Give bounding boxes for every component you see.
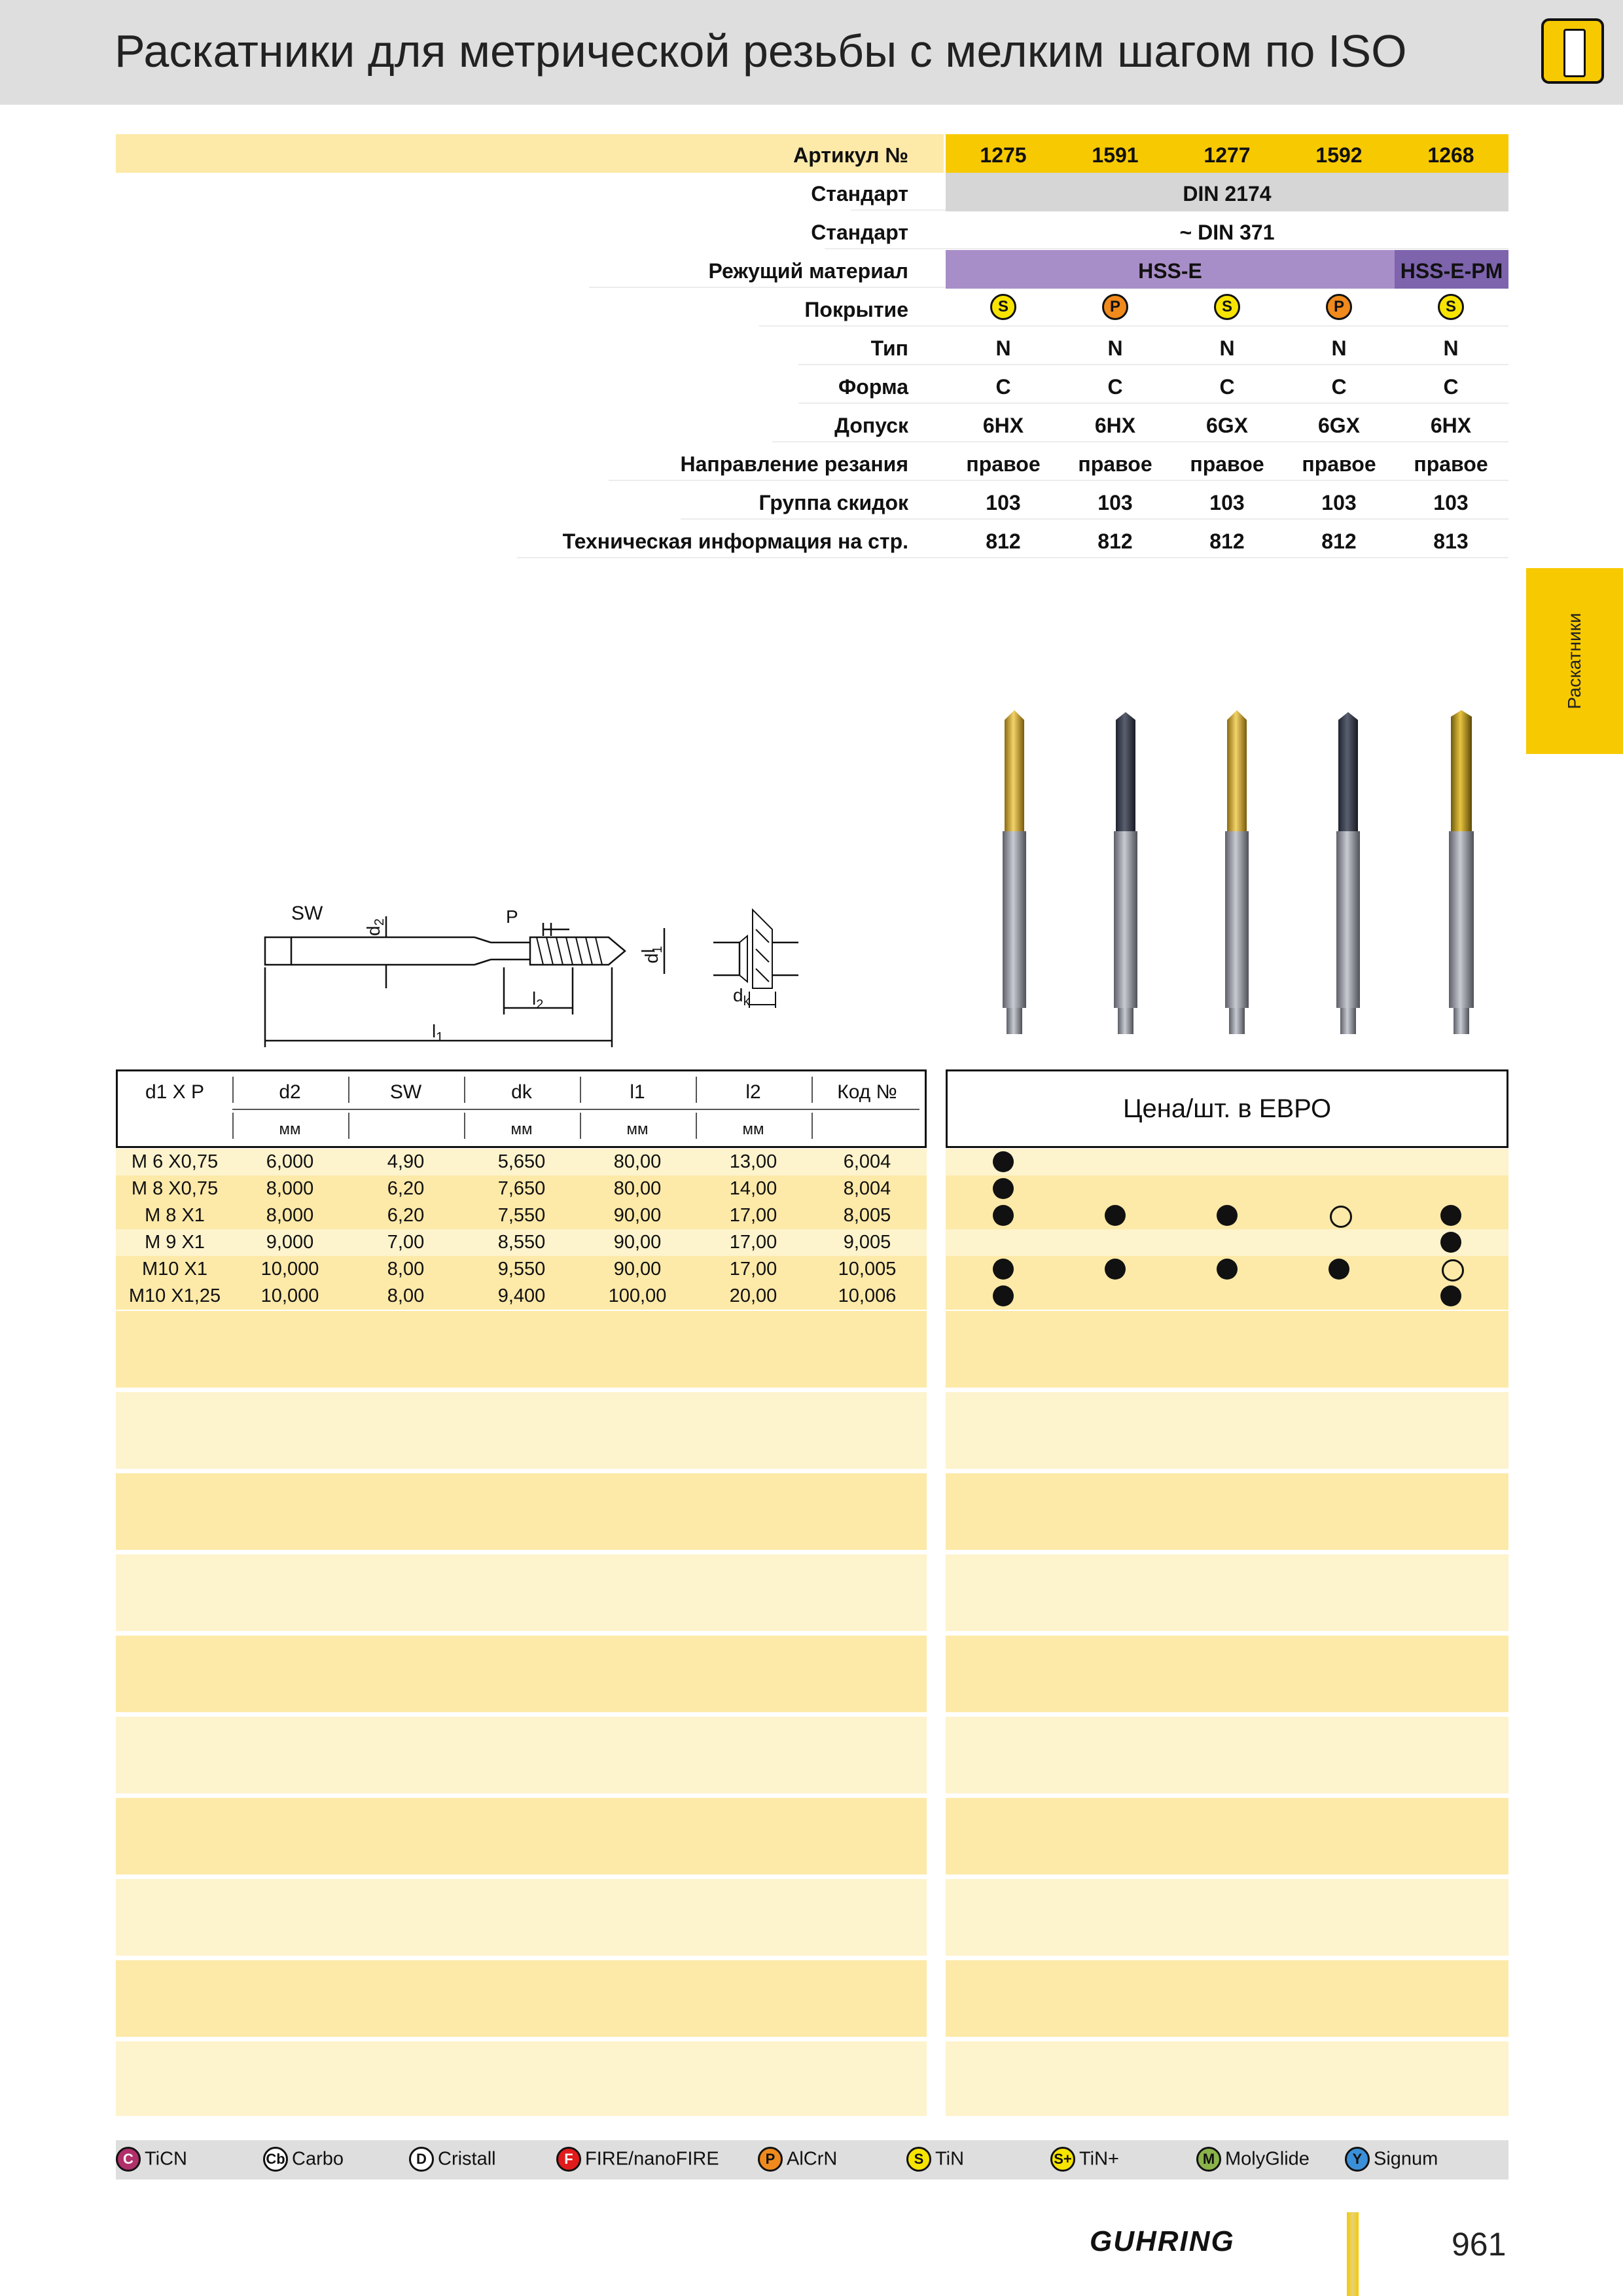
spec-row-line xyxy=(798,364,1508,365)
legend-label: Signum xyxy=(1374,2148,1438,2170)
spec-value: 103 xyxy=(1321,491,1357,514)
table-cell: 8,005 xyxy=(843,1205,891,1226)
spec-value: правое xyxy=(1414,452,1488,476)
price-row xyxy=(946,1283,1508,1310)
legend-label: AlCrN xyxy=(787,2148,838,2170)
spec-value: 812 xyxy=(1097,529,1133,553)
spec-label: Режущий материал xyxy=(708,259,908,283)
col-header: dk xyxy=(511,1081,532,1103)
price-band xyxy=(946,1554,1508,1631)
table-cell: 4,90 xyxy=(387,1151,425,1172)
col-header: l1 xyxy=(630,1081,645,1103)
tool-images xyxy=(949,707,1512,1060)
available-dot[interactable] xyxy=(1105,1205,1126,1226)
material-value-hssepm: HSS-E-PM xyxy=(1400,259,1503,283)
table-cell: 14,00 xyxy=(729,1178,777,1199)
col-divider xyxy=(812,1077,813,1103)
price-band xyxy=(946,1473,1508,1550)
spec-row-material-label xyxy=(0,250,1623,289)
coating-badge-s: S xyxy=(990,294,1016,320)
col-unit: мм xyxy=(279,1121,301,1138)
spec-row-line xyxy=(772,441,1508,442)
spec-value: 103 xyxy=(986,491,1021,514)
available-dot[interactable] xyxy=(993,1259,1014,1280)
table-cell: 80,00 xyxy=(613,1151,662,1172)
spec-label: Группа скидок xyxy=(758,491,908,514)
table-cell: 17,00 xyxy=(729,1259,777,1280)
table-cell: 13,00 xyxy=(729,1151,777,1172)
spec-value: C xyxy=(1331,375,1347,399)
available-dot[interactable] xyxy=(993,1178,1014,1199)
col-divider xyxy=(348,1113,349,1139)
spec-value: N xyxy=(1331,336,1347,360)
col-divider xyxy=(696,1113,697,1139)
legend-label: FIRE/nanoFIRE xyxy=(585,2148,719,2170)
price-row xyxy=(946,1229,1508,1256)
spec-row-form-label xyxy=(0,366,1623,404)
table-cell: 8,550 xyxy=(497,1232,546,1253)
spec-row-line xyxy=(825,248,1508,249)
table-band xyxy=(116,1311,927,1388)
legend-item xyxy=(409,2147,496,2174)
table-cell: M10 X1 xyxy=(142,1259,207,1280)
col-divider xyxy=(580,1113,581,1139)
table-cell: 8,000 xyxy=(266,1205,314,1226)
technical-drawing xyxy=(255,890,798,1054)
available-dot[interactable] xyxy=(1217,1205,1238,1226)
section-tab[interactable] xyxy=(1526,568,1623,754)
spec-row-techinfo-label xyxy=(0,520,1623,559)
legend-item xyxy=(1050,2147,1119,2174)
spec-value: N xyxy=(1107,336,1123,360)
spec-value: 103 xyxy=(1097,491,1133,514)
col-divider xyxy=(696,1077,697,1103)
spec-row-line xyxy=(609,480,1508,481)
tool-1268 xyxy=(1449,710,1474,1034)
table-cell: 20,00 xyxy=(729,1285,777,1306)
spec-value: 1277 xyxy=(1204,143,1251,167)
spec-row-coating-label xyxy=(0,289,1623,327)
table-band xyxy=(116,1960,927,2037)
col-divider xyxy=(464,1113,465,1139)
legend-label: MolyGlide xyxy=(1225,2148,1310,2170)
legend-item xyxy=(1196,2147,1310,2174)
col-divider xyxy=(464,1077,465,1103)
table-cell: M 6 X0,75 xyxy=(131,1151,219,1172)
legend-item xyxy=(556,2147,719,2174)
available-dot[interactable] xyxy=(993,1205,1014,1226)
col-divider xyxy=(348,1077,349,1103)
table-cell: 8,004 xyxy=(843,1178,891,1199)
label-l1: $l_1$ xyxy=(432,1021,444,1045)
spec-row-line xyxy=(759,325,1508,327)
available-dot[interactable] xyxy=(1329,1259,1349,1280)
standard-value: ~ DIN 371 xyxy=(1179,221,1275,244)
price-band xyxy=(946,1717,1508,1793)
table-cell: 8,00 xyxy=(387,1285,425,1306)
col-header: d1 X P xyxy=(145,1081,205,1103)
table-band xyxy=(116,1392,927,1469)
spec-row-line xyxy=(517,557,1508,558)
price-band xyxy=(946,1798,1508,1874)
available-dot[interactable] xyxy=(993,1285,1014,1306)
col-header: SW xyxy=(389,1081,422,1103)
table-cell: 90,00 xyxy=(613,1232,662,1253)
spec-value: 1275 xyxy=(980,143,1027,167)
coating-tin+-icon: S+ xyxy=(1050,2147,1075,2172)
spec-label: Тип xyxy=(870,336,908,360)
spec-value: 6HX xyxy=(982,414,1024,437)
col-unit: мм xyxy=(626,1121,649,1138)
price-band xyxy=(946,2041,1508,2116)
page-number: 961 xyxy=(1452,2226,1507,2263)
legend-item xyxy=(116,2147,187,2174)
spec-value: N xyxy=(1443,336,1459,360)
table-band xyxy=(116,1473,927,1550)
price-band xyxy=(946,1636,1508,1712)
price-band xyxy=(946,1960,1508,2037)
spec-row-tolerance-label xyxy=(0,404,1623,443)
label-dk: $d_k$ xyxy=(733,985,750,1009)
table-cell: 10,000 xyxy=(260,1285,319,1306)
table-band xyxy=(116,1879,927,1956)
spec-value: 1591 xyxy=(1092,143,1139,167)
available-dot[interactable] xyxy=(1217,1259,1238,1280)
col-divider xyxy=(232,1077,234,1103)
spec-row-discount-label xyxy=(0,482,1623,520)
spec-value: 6GX xyxy=(1205,414,1249,437)
col-unit: мм xyxy=(510,1121,533,1138)
price-band xyxy=(946,1392,1508,1469)
spec-value: 1268 xyxy=(1427,143,1474,167)
limited-ring[interactable] xyxy=(1330,1206,1352,1228)
limited-ring[interactable] xyxy=(1442,1259,1464,1282)
spec-value: 6HX xyxy=(1094,414,1136,437)
spec-value: 812 xyxy=(1209,529,1245,553)
table-cell: 9,005 xyxy=(843,1232,891,1253)
table-cell: 7,00 xyxy=(387,1232,425,1253)
table-cell: 6,20 xyxy=(387,1178,425,1199)
coating-badge-p: P xyxy=(1326,294,1352,320)
table-cell: 10,005 xyxy=(838,1259,897,1280)
coating-tin-icon: S xyxy=(906,2147,931,2172)
table-cell: 9,400 xyxy=(497,1285,546,1306)
spec-value: C xyxy=(1219,375,1235,399)
col-header: Код № xyxy=(837,1081,897,1103)
table-cell: 9,000 xyxy=(266,1232,314,1253)
spec-value: 1592 xyxy=(1315,143,1363,167)
col-divider xyxy=(232,1113,234,1139)
available-dot[interactable] xyxy=(993,1151,1014,1172)
coating-badge-p: P xyxy=(1102,294,1128,320)
spec-row-direction-label xyxy=(0,443,1623,482)
table-cell: 6,20 xyxy=(387,1205,425,1226)
spec-value: 103 xyxy=(1433,491,1469,514)
spec-label: Допуск xyxy=(834,414,908,437)
table-cell: 9,550 xyxy=(497,1259,546,1280)
available-dot[interactable] xyxy=(1440,1232,1461,1253)
legend-label: Carbo xyxy=(292,2148,344,2170)
table-cell: M 8 X0,75 xyxy=(131,1178,219,1199)
section-tab-label: Раскатники xyxy=(1564,613,1584,709)
spec-value: 103 xyxy=(1209,491,1245,514)
unit-divider xyxy=(232,1109,919,1110)
col-divider xyxy=(580,1077,581,1103)
table-cell: M10 X1,25 xyxy=(128,1285,221,1306)
price-band xyxy=(946,1311,1508,1388)
legend-label: TiCN xyxy=(145,2148,187,2170)
brand-logo: GUHRING xyxy=(1090,2225,1235,2257)
spec-row-type-label xyxy=(0,327,1623,366)
price-header: Цена/шт. в ЕВРО xyxy=(1122,1094,1332,1123)
table-cell: 17,00 xyxy=(729,1232,777,1253)
standard-value: DIN 2174 xyxy=(1183,182,1272,206)
coating-firenanofire-icon: F xyxy=(556,2147,581,2172)
spec-value: 6GX xyxy=(1317,414,1361,437)
spec-value: 813 xyxy=(1433,529,1469,553)
tool-1277 xyxy=(1225,710,1249,1034)
legend-item xyxy=(263,2147,344,2174)
col-header: l2 xyxy=(745,1081,761,1103)
coating-carbo-icon: Cb xyxy=(263,2147,288,2172)
label-sw: SW xyxy=(291,903,323,924)
spec-value: 6HX xyxy=(1430,414,1472,437)
table-cell: 8,00 xyxy=(387,1259,425,1280)
label-l2: $l_2$ xyxy=(532,988,544,1012)
spec-value: C xyxy=(995,375,1011,399)
table-band xyxy=(116,2041,927,2116)
table-cell: 6,004 xyxy=(843,1151,891,1172)
spec-row-article-label xyxy=(0,134,1623,173)
table-cell: 10,006 xyxy=(838,1285,897,1306)
table-cell: M 8 X1 xyxy=(145,1205,205,1226)
spec-value: правое xyxy=(966,452,1041,476)
material-value-hsse: HSS-E xyxy=(1138,259,1202,283)
price-band xyxy=(946,1879,1508,1956)
table-cell: 5,650 xyxy=(497,1151,546,1172)
col-unit: мм xyxy=(742,1121,764,1138)
tap-icon xyxy=(1541,18,1604,84)
spec-value: N xyxy=(1219,336,1235,360)
spec-value: правое xyxy=(1302,452,1376,476)
price-row xyxy=(946,1149,1508,1175)
legend-label: TiN xyxy=(935,2148,965,2170)
spec-value: C xyxy=(1443,375,1459,399)
spec-row-standard-label-1 xyxy=(0,173,1623,211)
col-header: d2 xyxy=(279,1081,301,1103)
table-cell: 7,650 xyxy=(497,1178,546,1199)
table-cell: 90,00 xyxy=(613,1205,662,1226)
tool-1592 xyxy=(1336,712,1360,1034)
table-cell: 100,00 xyxy=(608,1285,667,1306)
spec-label: Покрытие xyxy=(804,298,908,321)
spec-label: Стандарт xyxy=(811,221,908,244)
label-p: P xyxy=(506,906,518,927)
available-dot[interactable] xyxy=(1440,1205,1461,1226)
spec-row-line xyxy=(798,403,1508,404)
legend-item xyxy=(758,2147,837,2174)
page-title: Раскатники для метрической резьбы с мелким шагом по ISO xyxy=(115,26,1407,77)
table-cell: 17,00 xyxy=(729,1205,777,1226)
table-cell: 7,550 xyxy=(497,1205,546,1226)
table-cell: M 9 X1 xyxy=(145,1232,205,1253)
spec-value: правое xyxy=(1078,452,1152,476)
coating-cristall-icon: D xyxy=(409,2147,434,2172)
available-dot[interactable] xyxy=(1105,1259,1126,1280)
footer-accent xyxy=(1347,2212,1359,2296)
coating-molyglide-icon: M xyxy=(1196,2147,1221,2172)
spec-row-standard-label-2 xyxy=(0,211,1623,250)
coating-signum-icon: Y xyxy=(1345,2147,1370,2172)
spec-label: Артикул № xyxy=(793,143,908,167)
tool-1591 xyxy=(1114,712,1137,1034)
coating-ticn-icon: C xyxy=(116,2147,141,2172)
table-cell: 10,000 xyxy=(260,1259,319,1280)
spec-value: C xyxy=(1107,375,1123,399)
price-row xyxy=(946,1175,1508,1202)
col-divider xyxy=(812,1113,813,1139)
legend-label: Cristall xyxy=(438,2148,496,2170)
table-band xyxy=(116,1636,927,1712)
spec-label: Техническая информация на стр. xyxy=(562,529,908,553)
table-cell: 80,00 xyxy=(613,1178,662,1199)
table-cell: 90,00 xyxy=(613,1259,662,1280)
spec-label: Стандарт xyxy=(811,182,908,206)
table-cell: 6,000 xyxy=(266,1151,314,1172)
coating-badge-s: S xyxy=(1214,294,1240,320)
spec-label: Форма xyxy=(838,375,908,399)
label-d1: $d_1$ xyxy=(641,946,665,963)
table-cell: 8,000 xyxy=(266,1178,314,1199)
legend-item xyxy=(906,2147,964,2174)
spec-label: Направление резания xyxy=(680,452,908,476)
table-band xyxy=(116,1798,927,1874)
available-dot[interactable] xyxy=(1440,1285,1461,1306)
legend-item xyxy=(1345,2147,1438,2174)
spec-value: 812 xyxy=(1321,529,1357,553)
coating-badge-s: S xyxy=(1438,294,1464,320)
coating-alcrn-icon: P xyxy=(758,2147,783,2172)
spec-value: N xyxy=(995,336,1011,360)
table-band xyxy=(116,1554,927,1631)
spec-value: правое xyxy=(1190,452,1264,476)
spec-value: 812 xyxy=(986,529,1021,553)
label-d2: $d_2$ xyxy=(363,918,387,936)
table-band xyxy=(116,1717,927,1793)
spec-row-line xyxy=(681,518,1508,520)
legend-label: TiN+ xyxy=(1079,2148,1119,2170)
tool-1275 xyxy=(1003,710,1026,1034)
